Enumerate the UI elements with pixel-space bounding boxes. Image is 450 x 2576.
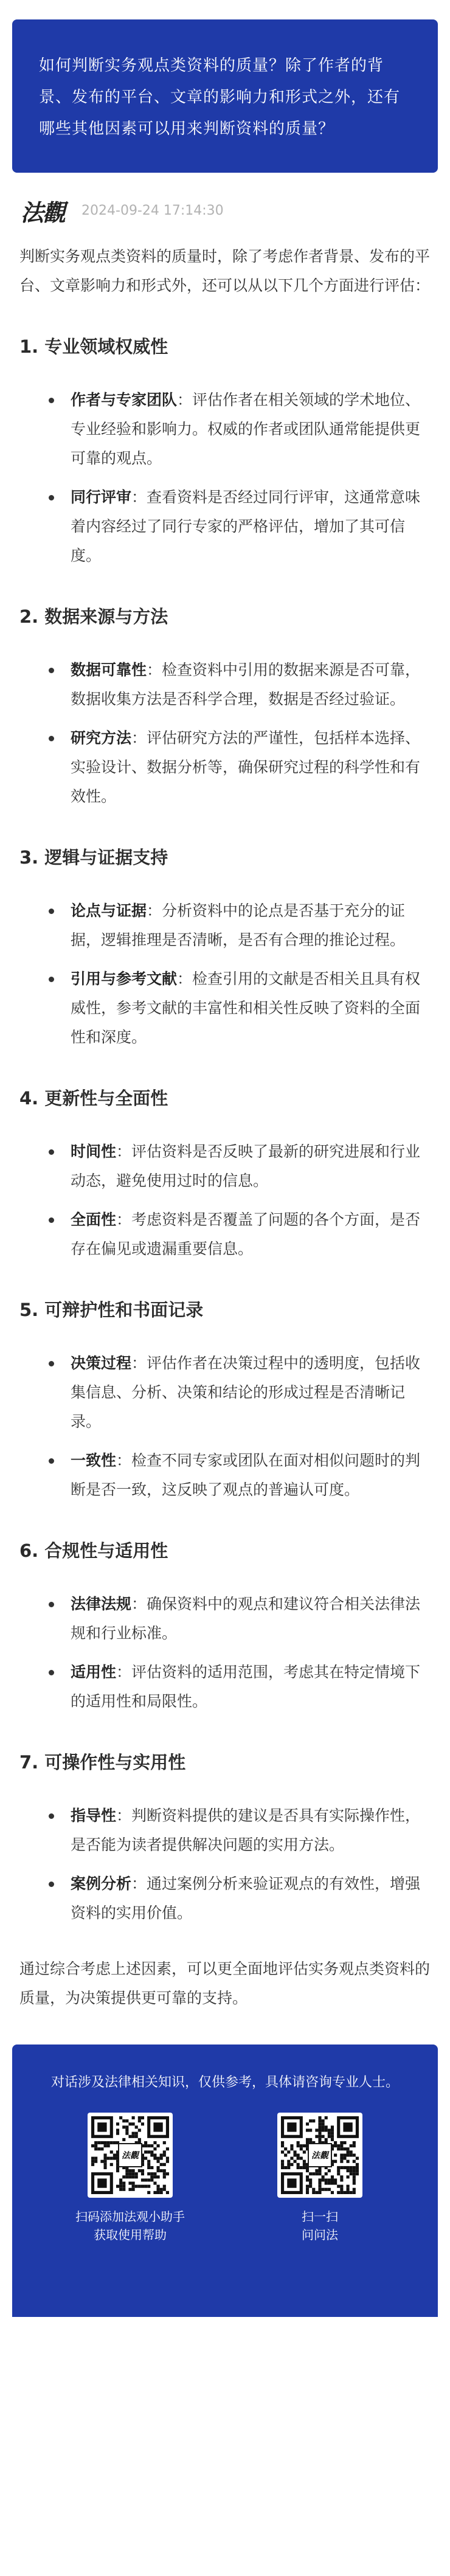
qr-code-icon[interactable]	[88, 2113, 173, 2198]
bullet-list	[19, 1137, 431, 1264]
qr-caption-line: 问问法	[302, 2228, 338, 2242]
answer-conclusion: 通过综合考虑上述因素，可以更全面地评估实务观点类资料的质量，为决策提供更可靠的支持。	[19, 1960, 431, 2007]
bullet-text: ：考虑资料是否覆盖了问题的各个方面，是否存在偏见或遗漏重要信息。	[71, 1211, 421, 1258]
bullet-list	[19, 1349, 431, 1504]
answer-intro: 判断实务观点类资料的质量时，除了考虑作者背景、发布的平台、文章影响力和形式外，还可以从以下几个方面进行评估：	[19, 248, 431, 294]
legal-disclaimer: 对话涉及法律相关知识，仅供参考，具体请咨询专业人士。	[50, 2075, 399, 2090]
list-item	[71, 656, 431, 714]
bullet-dot-icon	[49, 1602, 54, 1607]
section-title: 1. 专业领域权威性	[19, 336, 168, 357]
bullet-text: ：确保资料中的观点和建议符合相关法律法规和行业标准。	[71, 1595, 421, 1642]
bullet-dot-icon	[49, 1670, 54, 1675]
footer-banner	[12, 2045, 438, 2317]
list-item	[71, 1137, 431, 1196]
qr-caption-line: 扫一扫	[302, 2209, 338, 2224]
qr-caption-line: 扫码添加法观小助手	[75, 2209, 185, 2224]
bullet-list	[19, 656, 431, 811]
bullet-dot-icon	[49, 1813, 54, 1819]
bullet-term: 时间性	[71, 1143, 117, 1160]
list-item	[71, 964, 431, 1052]
qr-caption-line: 获取使用帮助	[94, 2228, 167, 2242]
section-title: 7. 可操作性与实用性	[19, 1752, 186, 1773]
list-item	[71, 1590, 431, 1648]
list-item	[71, 386, 431, 473]
bullet-term: 决策过程	[71, 1354, 132, 1372]
bullet-term: 指导性	[71, 1807, 117, 1824]
section-title: 2. 数据来源与方法	[19, 606, 168, 627]
bullet-text: ：检查资料中引用的数据来源是否可靠，数据收集方法是否科学合理，数据是否经过验证。	[71, 661, 421, 708]
list-item	[71, 1446, 431, 1504]
bullet-term: 论点与证据	[71, 902, 147, 919]
bullet-text: ：分析资料中的论点是否基于充分的证据，逻辑推理是否清晰，是否有合理的推论过程。	[71, 902, 406, 949]
answer-timestamp: 2024-09-24 17:14:30	[81, 203, 224, 218]
section-title: 5. 可辩护性和书面记录	[19, 1300, 204, 1320]
list-item	[71, 1801, 431, 1860]
question-text: 如何判断实务观点类资料的质量？除了作者的背景、发布的平台、文章的影响力和形式之外，还有哪些其他因素可以用来判断资料的质量？	[39, 57, 401, 138]
bullet-text: ：查看资料是否经过同行评审，这通常意味着内容经过了同行专家的严格评估，增加了其可信度。	[71, 488, 421, 564]
answer-content	[12, 242, 438, 2013]
qr-code-icon[interactable]	[277, 2113, 362, 2198]
bullet-dot-icon	[49, 1882, 54, 1887]
list-item	[71, 896, 431, 955]
qr-caption	[75, 2207, 185, 2244]
bullet-text: ：评估资料是否反映了最新的研究进展和行业动态，避免使用过时的信息。	[71, 1143, 421, 1189]
bullet-text: ：评估研究方法的严谨性，包括样本选择、实验设计、数据分析等，确保研究过程的科学性和有效性。	[71, 729, 421, 805]
fa-guan-logo-mark: 法觀	[118, 2143, 142, 2167]
list-item	[71, 724, 431, 811]
bullet-term: 案例分析	[71, 1875, 132, 1892]
bullet-dot-icon	[49, 909, 54, 914]
bullet-term: 研究方法	[71, 729, 132, 747]
bullet-list	[19, 896, 431, 1052]
bullet-term: 引用与参考文献	[71, 970, 178, 988]
bullet-text: ：评估资料的适用范围，考虑其在特定情境下的适用性和局限性。	[71, 1663, 421, 1710]
list-item	[71, 1349, 431, 1436]
answer-header	[21, 192, 438, 229]
bullet-text: ：检查引用的文献是否相关且具有权威性，参考文献的丰富性和相关性反映了资料的全面性和深度。	[71, 970, 421, 1046]
qr-assistant[interactable]	[63, 2113, 197, 2244]
bullet-list	[19, 1801, 431, 1928]
list-item	[71, 1869, 431, 1928]
bullet-dot-icon	[49, 1458, 54, 1464]
bullet-dot-icon	[49, 1217, 54, 1223]
bullet-dot-icon	[49, 1361, 54, 1366]
bullet-term: 适用性	[71, 1663, 117, 1681]
bullet-list	[19, 1590, 431, 1716]
section-title: 3. 逻辑与证据支持	[19, 847, 168, 868]
bullet-term: 数据可靠性	[71, 661, 147, 679]
list-item	[71, 483, 431, 570]
bullet-text: ：检查不同专家或团队在面对相似问题时的判断是否一致，这反映了观点的普遍认可度。	[71, 1452, 421, 1498]
bullet-dot-icon	[49, 495, 54, 500]
section-title: 6. 合规性与适用性	[19, 1540, 168, 1561]
list-item	[71, 1205, 431, 1264]
bullet-text: ：通过案例分析来验证观点的有效性，增强资料的实用价值。	[71, 1875, 421, 1922]
bullet-dot-icon	[49, 977, 54, 982]
bullet-text: ：判断资料提供的建议是否具有实际操作性，是否能为读者提供解决问题的实用方法。	[71, 1807, 421, 1854]
section-title: 4. 更新性与全面性	[19, 1088, 168, 1109]
page	[12, 19, 438, 2317]
list-item	[71, 1658, 431, 1716]
qr-caption	[302, 2207, 338, 2244]
qr-code-row	[12, 2113, 438, 2244]
bullet-dot-icon	[49, 398, 54, 403]
bullet-text: ：评估作者在相关领域的学术地位、专业经验和影响力。权威的作者或团队通常能提供更可靠的观点。	[71, 391, 421, 467]
question-card	[12, 19, 438, 173]
bullet-term: 一致性	[71, 1452, 117, 1469]
bullet-dot-icon	[49, 736, 54, 741]
bullet-term: 作者与专家团队	[71, 391, 178, 409]
bullet-term: 法律法规	[71, 1595, 132, 1613]
bullet-term: 全面性	[71, 1211, 117, 1228]
answer-sections	[19, 334, 431, 1928]
bullet-text: ：评估作者在决策过程中的透明度，包括收集信息、分析、决策和结论的形成过程是否清晰记录。	[71, 1354, 421, 1430]
fa-guan-logo: 法觀	[21, 198, 65, 226]
fa-guan-logo-mark: 法觀	[308, 2143, 332, 2167]
bullet-dot-icon	[49, 1149, 54, 1155]
bullet-list	[19, 386, 431, 570]
bullet-dot-icon	[49, 668, 54, 673]
bullet-term: 同行评审	[71, 488, 132, 506]
qr-ask[interactable]	[253, 2113, 387, 2244]
